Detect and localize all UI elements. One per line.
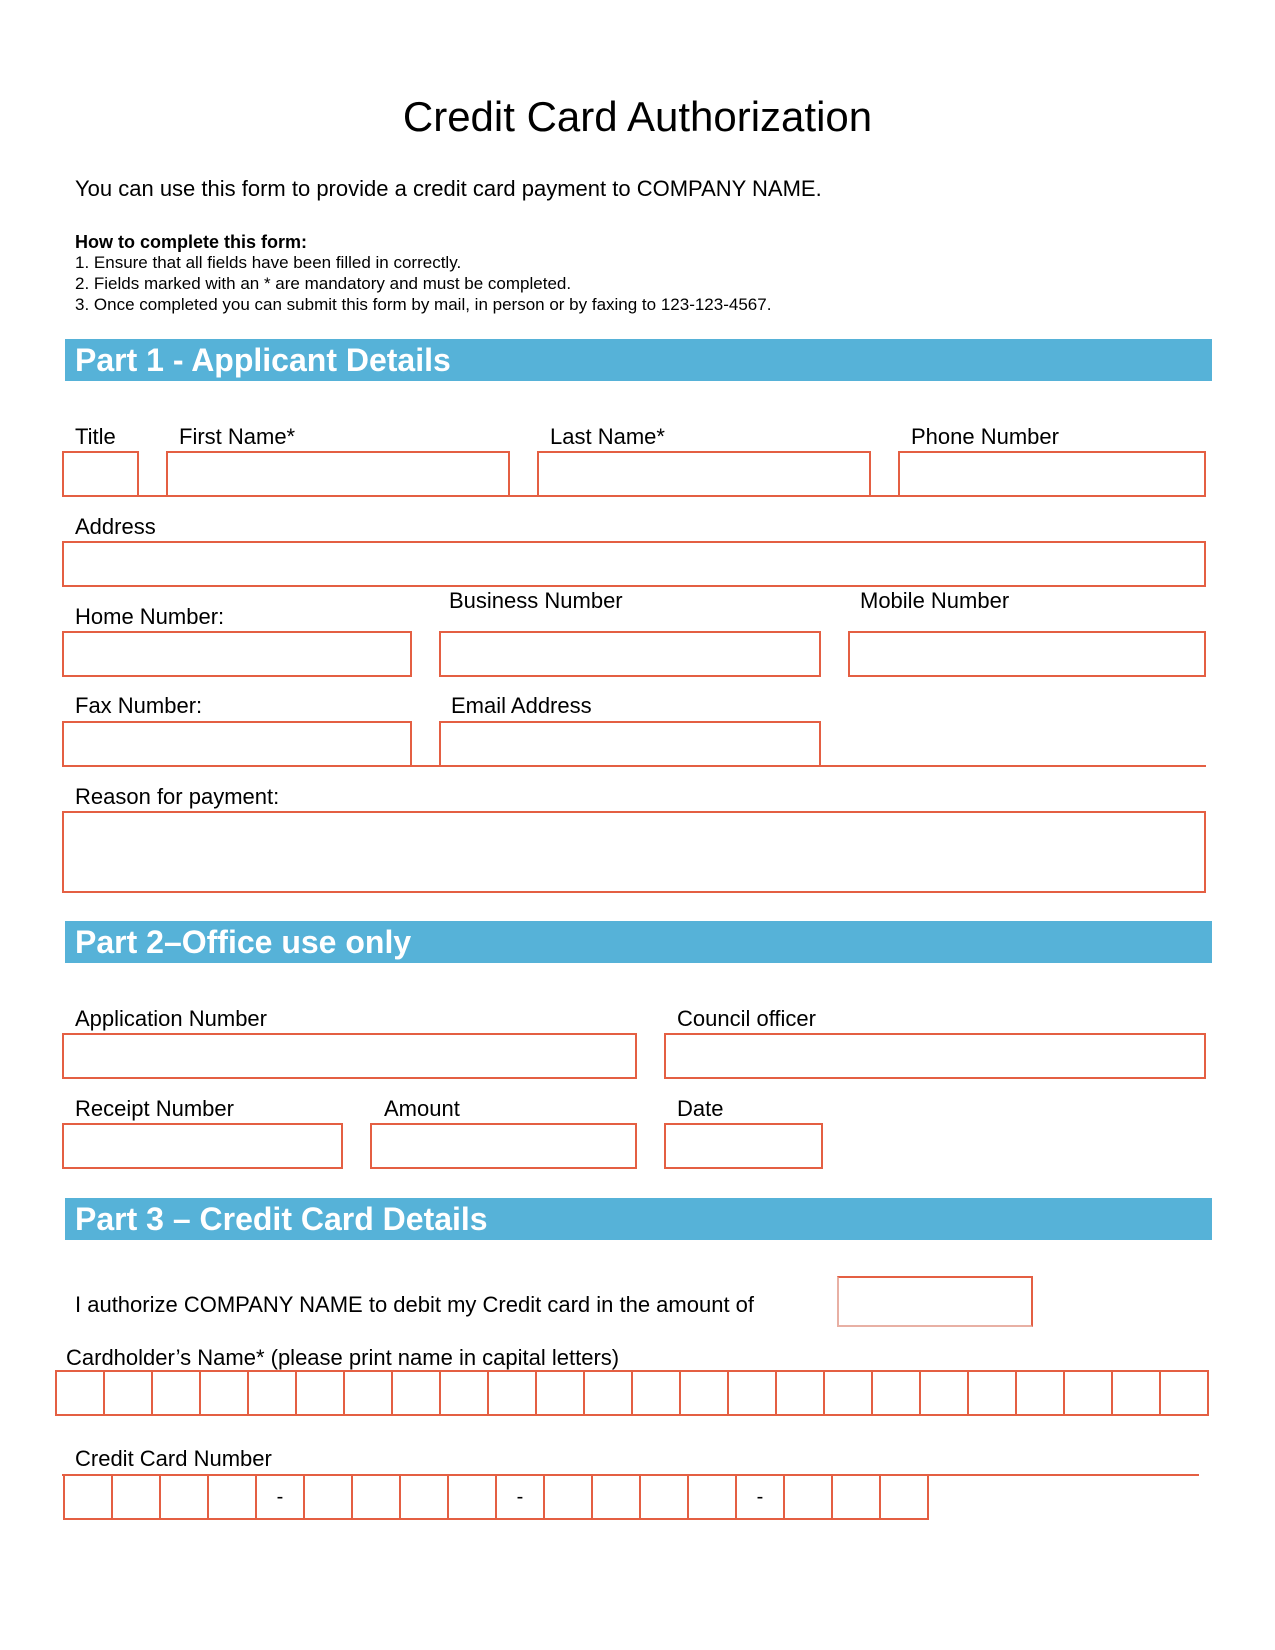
card-number-digit-cell[interactable] <box>159 1474 209 1520</box>
date-label: Date <box>677 1096 724 1121</box>
howto-heading: How to complete this form: <box>75 232 308 252</box>
cardholder-name-cell[interactable] <box>295 1370 345 1416</box>
home-number-field[interactable] <box>62 631 412 677</box>
card-number-separator: - <box>495 1474 545 1520</box>
fax-number-field[interactable] <box>62 721 412 767</box>
cardholder-name-cell[interactable] <box>535 1370 585 1416</box>
card-number-digit-cell[interactable] <box>111 1474 161 1520</box>
cardholder-name-cell[interactable] <box>919 1370 969 1416</box>
cardholder-name-cell[interactable] <box>1111 1370 1161 1416</box>
cardholder-name-cell[interactable] <box>151 1370 201 1416</box>
receipt-number-label: Receipt Number <box>75 1096 234 1121</box>
card-number-digit-cell[interactable] <box>63 1474 113 1520</box>
mobile-number-field[interactable] <box>848 631 1206 677</box>
cardholder-name-cell[interactable] <box>727 1370 777 1416</box>
amount-label: Amount <box>384 1096 460 1121</box>
cardholder-name-cell[interactable] <box>583 1370 633 1416</box>
first-name-label: First Name* <box>179 424 296 449</box>
cardholder-name-cell[interactable] <box>1063 1370 1113 1416</box>
card-number-digit-cell[interactable] <box>351 1474 401 1520</box>
title-label: Title <box>75 424 116 449</box>
cardholder-name-cell[interactable] <box>1159 1370 1209 1416</box>
first-name-field[interactable] <box>166 451 510 497</box>
card-number-digit-cell[interactable] <box>207 1474 257 1520</box>
part2-heading: Part 2–Office use only <box>65 921 1212 963</box>
council-officer-field[interactable] <box>664 1033 1206 1079</box>
cardholder-name-cell[interactable] <box>103 1370 153 1416</box>
card-number-digit-cell[interactable] <box>399 1474 449 1520</box>
mobile-number-label: Mobile Number <box>860 588 1010 613</box>
howto-step: 2. Fields marked with an * are mandatory and must be completed. <box>75 274 572 293</box>
cardholder-name-cell[interactable] <box>1015 1370 1065 1416</box>
reason-field[interactable] <box>62 811 1206 893</box>
card-number-digit-cell[interactable] <box>303 1474 353 1520</box>
card-number-separator: - <box>735 1474 785 1520</box>
amount-field[interactable] <box>370 1123 637 1169</box>
cardholder-name-cell[interactable] <box>823 1370 873 1416</box>
part3-heading: Part 3 – Credit Card Details <box>65 1198 1212 1240</box>
cardholder-name-label: Cardholder’s Name* (please print name in capital letters) <box>66 1345 620 1370</box>
phone-field[interactable] <box>898 451 1206 497</box>
cardholder-name-cell[interactable] <box>199 1370 249 1416</box>
authorized-amount-field[interactable] <box>837 1276 1033 1327</box>
card-number-digit-cell[interactable] <box>687 1474 737 1520</box>
card-number-digit-cell[interactable] <box>543 1474 593 1520</box>
card-number-separator: - <box>255 1474 305 1520</box>
business-number-label: Business Number <box>449 588 623 613</box>
cardholder-name-cell[interactable] <box>439 1370 489 1416</box>
phone-label: Phone Number <box>911 424 1059 449</box>
cardholder-name-cell[interactable] <box>775 1370 825 1416</box>
card-number-digit-cell[interactable] <box>591 1474 641 1520</box>
cardholder-name-cell[interactable] <box>247 1370 297 1416</box>
address-field[interactable] <box>62 541 1206 587</box>
cardholder-name-cell[interactable] <box>391 1370 441 1416</box>
cardholder-name-cell[interactable] <box>967 1370 1017 1416</box>
last-name-field[interactable] <box>537 451 871 497</box>
cardholder-name-cells <box>55 1370 1209 1416</box>
card-number-digit-cell[interactable] <box>783 1474 833 1520</box>
authorize-text: I authorize COMPANY NAME to debit my Credit card in the amount of <box>75 1292 755 1317</box>
council-officer-label: Council officer <box>677 1006 816 1031</box>
last-name-label: Last Name* <box>550 424 665 449</box>
home-number-label: Home Number: <box>75 604 225 629</box>
cardholder-name-cell[interactable] <box>871 1370 921 1416</box>
application-number-label: Application Number <box>75 1006 267 1031</box>
cardholder-name-cell[interactable] <box>679 1370 729 1416</box>
howto-step: 1. Ensure that all fields have been filled in correctly. <box>75 253 462 272</box>
title-field[interactable] <box>62 451 139 497</box>
address-label: Address <box>75 514 156 539</box>
part1-heading: Part 1 - Applicant Details <box>65 339 1212 381</box>
card-number-label: Credit Card Number <box>75 1446 272 1471</box>
card-number-digit-cell[interactable] <box>447 1474 497 1520</box>
card-number-digit-cell[interactable] <box>879 1474 929 1520</box>
cardholder-name-cell[interactable] <box>487 1370 537 1416</box>
card-number-cells <box>63 1474 929 1520</box>
business-number-field[interactable] <box>439 631 821 677</box>
fax-number-label: Fax Number: <box>75 693 203 718</box>
email-address-field[interactable] <box>439 721 821 767</box>
email-address-label: Email Address <box>451 693 592 718</box>
card-number-digit-cell[interactable] <box>639 1474 689 1520</box>
cardholder-name-cell[interactable] <box>631 1370 681 1416</box>
reason-label: Reason for payment: <box>75 784 280 809</box>
date-field[interactable] <box>664 1123 823 1169</box>
cardholder-name-cell[interactable] <box>343 1370 393 1416</box>
receipt-number-field[interactable] <box>62 1123 343 1169</box>
howto-step: 3. Once completed you can submit this form by mail, in person or by faxing to 123-123-4567. <box>75 295 772 314</box>
cardholder-name-cell[interactable] <box>55 1370 105 1416</box>
card-number-digit-cell[interactable] <box>831 1474 881 1520</box>
application-number-field[interactable] <box>62 1033 637 1079</box>
form-title: Credit Card Authorization <box>402 93 873 140</box>
intro-text: You can use this form to provide a credit card payment to COMPANY NAME. <box>75 176 822 201</box>
